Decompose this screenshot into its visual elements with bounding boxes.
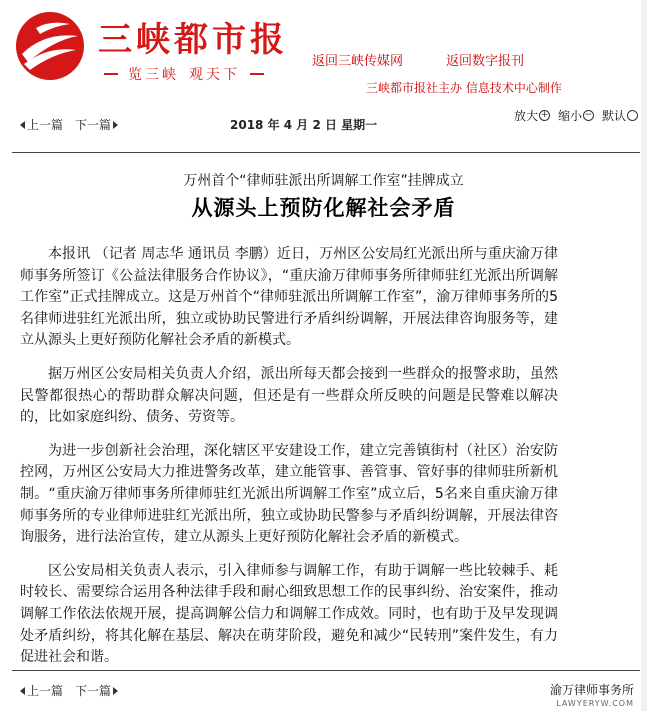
article-paragraph: 区公安局相关负责人表示，引入律师参与调解工作，有助于调解一些比较棘手、耗时较长、需要综合运用各种法律手段和耐心细致思想工作的民事纠纷、治安案件，推动调解工作依法依规开展，提高调解公信力和调解工作成效。同时，也有助于及早发现调处矛盾纠纷，将其化解在基层、解决在萌芽阶段，避免和减少“民转刑”案件发生，有力促进社会和谐。 xyxy=(20,562,558,666)
header-credit: 三峡都市报社主办 信息技术中心制作 xyxy=(366,81,562,95)
logo-slogan xyxy=(104,64,264,84)
next-arrow-icon xyxy=(113,687,118,695)
prev-label: 上一篇 xyxy=(27,118,64,132)
slogan-right: 观天下 xyxy=(189,67,240,83)
slogan-left: 览三峡 xyxy=(128,67,179,83)
bottom-divider xyxy=(12,670,640,671)
zoom-out-label: 缩小 xyxy=(557,109,582,123)
next-label: 下一篇 xyxy=(75,118,112,132)
slogan-dash-left xyxy=(104,73,118,75)
next-arrow-icon xyxy=(113,121,118,129)
firm-name: 渝万律师事务所 xyxy=(549,683,634,697)
issue-date: 2018 年 4 月 2 日 星期一 xyxy=(230,118,378,132)
default-radio-icon xyxy=(627,110,638,121)
article-nav-bottom xyxy=(12,678,640,708)
next-label: 下一篇 xyxy=(75,684,112,698)
page-header xyxy=(0,0,647,100)
newspaper-logo[interactable] xyxy=(14,8,304,92)
article-body xyxy=(20,244,558,669)
pager-bottom xyxy=(20,682,118,699)
article-nav-top xyxy=(12,109,640,136)
zoom-in-label: 放大 xyxy=(513,109,538,123)
article-paragraph: 本报讯 （记者 周志华 通讯员 李鹏）近日，万州区公安局红光派出所与重庆渝万律师事务所签订《公益法律服务合作协议》，“重庆渝万律师事务所律师驻红光派出所调解工作室”正式挂牌成立。这是万州首个“律师驻派出所调解工作室”，渝万律师事务所的5名律师进驻红光派出所，独立或协助民警进行矛盾纠纷调解，开展法律咨询服务等，建立从源头上更好预防化解社会矛盾的新模式。 xyxy=(20,246,558,349)
article-paragraph: 为进一步创新社会治理，深化辖区平安建设工作，建立完善镇街村（社区）治安防控网，万州区公安局大力推进警务改革，建立能管事、善管事、管好事的律师驻所新机制。“重庆渝万律师事务所律师驻红光派出所调解工作室”成立后，5名来自重庆渝万律师事务所的专业律师进驻红光派出所，独立或协助民警参与矛盾纠纷调解，开展法律咨询服务，进行法治宣传，建立从源头上更好预防化解社会矛盾的新模式。 xyxy=(20,442,558,546)
zoom-out-button[interactable] xyxy=(558,107,594,124)
article-paragraph: 据万州区公安局相关负责人介绍，派出所每天都会接到一些群众的报警求助，虽然民警都很热心的帮助群众解决问题，但还是有一些群众所反映的问题是民警难以解决的，比如家庭纠纷、债务、劳资等。 xyxy=(20,365,558,426)
window-scroll-edge xyxy=(641,0,647,711)
prev-article-button[interactable] xyxy=(20,116,63,133)
zoom-in-icon: + xyxy=(540,110,549,120)
zoom-out-icon: − xyxy=(584,110,593,120)
firm-site: LAWYERYW.COM xyxy=(556,699,634,708)
logo-emblem-icon xyxy=(14,10,86,82)
return-media-link[interactable]: 返回三峡传媒网 xyxy=(312,54,404,69)
prev-arrow-icon xyxy=(20,121,25,129)
default-label: 默认 xyxy=(601,109,626,123)
zoom-in-button[interactable] xyxy=(514,107,550,124)
prev-label: 上一篇 xyxy=(27,684,64,698)
zoom-controls xyxy=(514,107,638,124)
prev-article-button[interactable] xyxy=(20,682,63,699)
slogan-dash-right xyxy=(250,73,264,75)
top-divider xyxy=(12,152,640,153)
next-article-button[interactable] xyxy=(75,116,118,133)
logo-wordmark: 三峡都市报 xyxy=(98,20,288,60)
article-subtitle: 万州首个“律师驻派出所调解工作室”挂牌成立 xyxy=(183,173,464,189)
article-title: 从源头上预防化解社会矛盾 xyxy=(191,196,456,220)
pager xyxy=(20,116,118,133)
return-digital-link[interactable]: 返回数字报刊 xyxy=(446,54,525,69)
prev-arrow-icon xyxy=(20,687,25,695)
zoom-default-button[interactable] xyxy=(602,107,638,124)
firm-watermark xyxy=(550,681,634,708)
next-article-button[interactable] xyxy=(75,682,118,699)
